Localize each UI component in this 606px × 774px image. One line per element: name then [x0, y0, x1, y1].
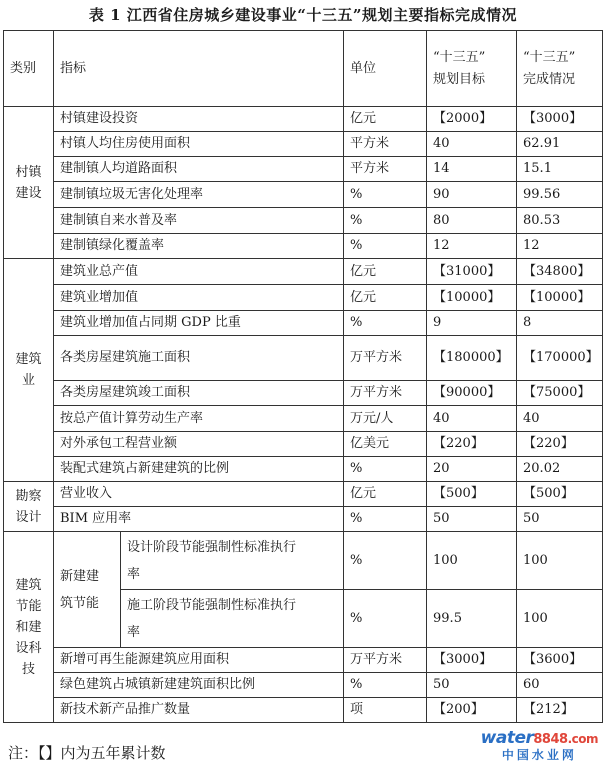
header-plan-line1: “十三五” [433, 49, 486, 65]
unit-cell: 万元/人 [344, 406, 427, 432]
done-cell: 【34800】 [517, 259, 603, 285]
group-label-town [4, 107, 54, 259]
unit-cell: % [344, 182, 427, 208]
header-row [4, 31, 603, 107]
group-label-construction [4, 259, 54, 482]
indicator-cell: 建制镇自来水普及率 [54, 208, 344, 234]
header-done-line2: 完成情况 [523, 71, 576, 87]
table-row [4, 157, 603, 182]
done-cell: 50 [517, 507, 603, 532]
sub-group-line: 筑节能 [60, 595, 100, 611]
header-unit: 单位 [344, 31, 427, 107]
done-cell: 80.53 [517, 208, 603, 234]
indicator-cell: 建制镇绿化覆盖率 [54, 234, 344, 259]
table-row [4, 285, 603, 311]
done-cell: 【75000】 [517, 381, 603, 406]
group-line: 建筑 [15, 352, 42, 367]
plan-cell: 99.5 [427, 590, 517, 648]
unit-cell: 亿元 [344, 285, 427, 311]
table-row [4, 208, 603, 234]
indicator-cell: 建筑业增加值 [54, 285, 344, 311]
table-note: 注：【】内为五年累计数 [8, 744, 166, 762]
table-row [4, 336, 603, 381]
unit-cell: 万平方米 [344, 381, 427, 406]
plan-cell: 【500】 [427, 482, 517, 507]
indicator-cell: 新技术新产品推广数量 [54, 698, 344, 723]
indicator-cell: 各类房屋建筑施工面积 [54, 336, 344, 381]
done-cell: 20.02 [517, 457, 603, 482]
plan-cell: 【180000】 [427, 336, 517, 381]
group-label-energy [4, 532, 54, 723]
done-cell: 【170000】 [517, 336, 603, 381]
indicator-cell: 建筑业增加值占同期 GDP 比重 [54, 311, 344, 336]
table-title: 表 1 江西省住房城乡建设事业“十三五”规划主要指标完成情况 [88, 6, 518, 24]
unit-cell: 亿元 [344, 259, 427, 285]
indicator-cell: 对外承包工程营业额 [54, 432, 344, 457]
table-row [4, 107, 603, 132]
done-cell: 【3000】 [517, 107, 603, 132]
watermark-domain [481, 728, 598, 748]
watermark-digits: 8848 [533, 732, 568, 747]
unit-cell: 万平方米 [344, 336, 427, 381]
indicator-cell: BIM 应用率 [54, 507, 344, 532]
watermark-word: water [480, 728, 534, 748]
indicator-line: 率 [127, 566, 141, 582]
group-line: 业 [21, 373, 35, 388]
group-line: 技 [21, 661, 35, 677]
indicator-cell: 装配式建筑占新建建筑的比例 [54, 457, 344, 482]
indicator-cell [121, 590, 344, 648]
plan-cell: 12 [427, 234, 517, 259]
table-row [4, 457, 603, 482]
group-line: 设科 [15, 640, 42, 656]
plan-cell: 【3000】 [427, 648, 517, 673]
plan-cell: 80 [427, 208, 517, 234]
header-done-line1: “十三五” [523, 49, 576, 65]
table-row [4, 698, 603, 723]
header-plan [427, 31, 517, 107]
header-plan-line2: 规划目标 [433, 71, 486, 87]
indicator-cell: 建制镇人均道路面积 [54, 157, 344, 182]
table-row [4, 648, 603, 673]
unit-cell: % [344, 311, 427, 336]
done-cell: 【3600】 [517, 648, 603, 673]
header-done [517, 31, 603, 107]
sub-group-line: 新建建 [60, 568, 100, 584]
group-label-survey [4, 482, 54, 532]
plan-cell: 40 [427, 406, 517, 432]
done-cell: 100 [517, 532, 603, 590]
done-cell: 8 [517, 311, 603, 336]
indicator-table [3, 30, 603, 723]
unit-cell: % [344, 532, 427, 590]
unit-cell: 平方米 [344, 157, 427, 182]
table-row [4, 673, 603, 698]
indicator-line: 设计阶段节能强制性标准执行 [127, 539, 297, 555]
indicator-cell [121, 532, 344, 590]
group-line: 村镇 [15, 164, 42, 180]
plan-cell: 90 [427, 182, 517, 208]
indicator-cell: 按总产值计算劳动生产率 [54, 406, 344, 432]
plan-cell: 【2000】 [427, 107, 517, 132]
unit-cell: 亿元 [344, 107, 427, 132]
table-row [4, 406, 603, 432]
plan-cell: 9 [427, 311, 517, 336]
group-line: 建设 [15, 185, 42, 201]
done-cell: 【500】 [517, 482, 603, 507]
unit-cell: % [344, 673, 427, 698]
done-cell: 40 [517, 406, 603, 432]
plan-cell: 【10000】 [427, 285, 517, 311]
group-line: 设计 [15, 509, 42, 525]
plan-cell: 【31000】 [427, 259, 517, 285]
watermark-tld: .com [567, 732, 598, 746]
group-line: 建筑 [15, 577, 42, 593]
done-cell: 【10000】 [517, 285, 603, 311]
group-line: 节能 [15, 598, 42, 614]
plan-cell: 50 [427, 673, 517, 698]
plan-cell: 50 [427, 507, 517, 532]
indicator-cell: 营业收入 [54, 482, 344, 507]
plan-cell: 【90000】 [427, 381, 517, 406]
indicator-cell: 村镇人均住房使用面积 [54, 132, 344, 157]
table-row [4, 532, 603, 590]
plan-cell: 【200】 [427, 698, 517, 723]
indicator-cell: 新增可再生能源建筑应用面积 [54, 648, 344, 673]
indicator-cell: 绿色建筑占城镇新建建筑面积比例 [54, 673, 344, 698]
done-cell: 12 [517, 234, 603, 259]
group-line: 勘察 [15, 488, 42, 504]
done-cell: 15.1 [517, 157, 603, 182]
unit-cell: 平方米 [344, 132, 427, 157]
plan-cell: 14 [427, 157, 517, 182]
unit-cell: % [344, 234, 427, 259]
unit-cell: 项 [344, 698, 427, 723]
done-cell: 99.56 [517, 182, 603, 208]
unit-cell: 万平方米 [344, 648, 427, 673]
plan-cell: 100 [427, 532, 517, 590]
table-row [4, 234, 603, 259]
unit-cell: % [344, 457, 427, 482]
indicator-line: 率 [127, 624, 141, 640]
table-row [4, 311, 603, 336]
header-indicator: 指标 [54, 31, 344, 107]
indicator-cell: 建筑业总产值 [54, 259, 344, 285]
done-cell: 【220】 [517, 432, 603, 457]
indicator-cell: 建制镇垃圾无害化处理率 [54, 182, 344, 208]
plan-cell: 20 [427, 457, 517, 482]
sub-group-label [54, 532, 121, 648]
done-cell: 100 [517, 590, 603, 648]
unit-cell: % [344, 208, 427, 234]
table-row [4, 381, 603, 406]
watermark-cn: 中国水业网 [501, 748, 577, 762]
indicator-cell: 各类房屋建筑竣工面积 [54, 381, 344, 406]
indicator-line: 施工阶段节能强制性标准执行 [127, 597, 297, 613]
watermark-logo [481, 728, 598, 763]
done-cell: 60 [517, 673, 603, 698]
plan-cell: 【220】 [427, 432, 517, 457]
unit-cell: 亿元 [344, 482, 427, 507]
table-row [4, 482, 603, 507]
table-row [4, 259, 603, 285]
indicator-cell: 村镇建设投资 [54, 107, 344, 132]
group-line: 和建 [15, 619, 42, 635]
header-category: 类别 [4, 31, 54, 107]
unit-cell: % [344, 590, 427, 648]
table-row [4, 507, 603, 532]
unit-cell: % [344, 507, 427, 532]
done-cell: 62.91 [517, 132, 603, 157]
done-cell: 【212】 [517, 698, 603, 723]
table-row [4, 132, 603, 157]
table-row [4, 432, 603, 457]
plan-cell: 40 [427, 132, 517, 157]
table-row [4, 182, 603, 208]
unit-cell: 亿美元 [344, 432, 427, 457]
